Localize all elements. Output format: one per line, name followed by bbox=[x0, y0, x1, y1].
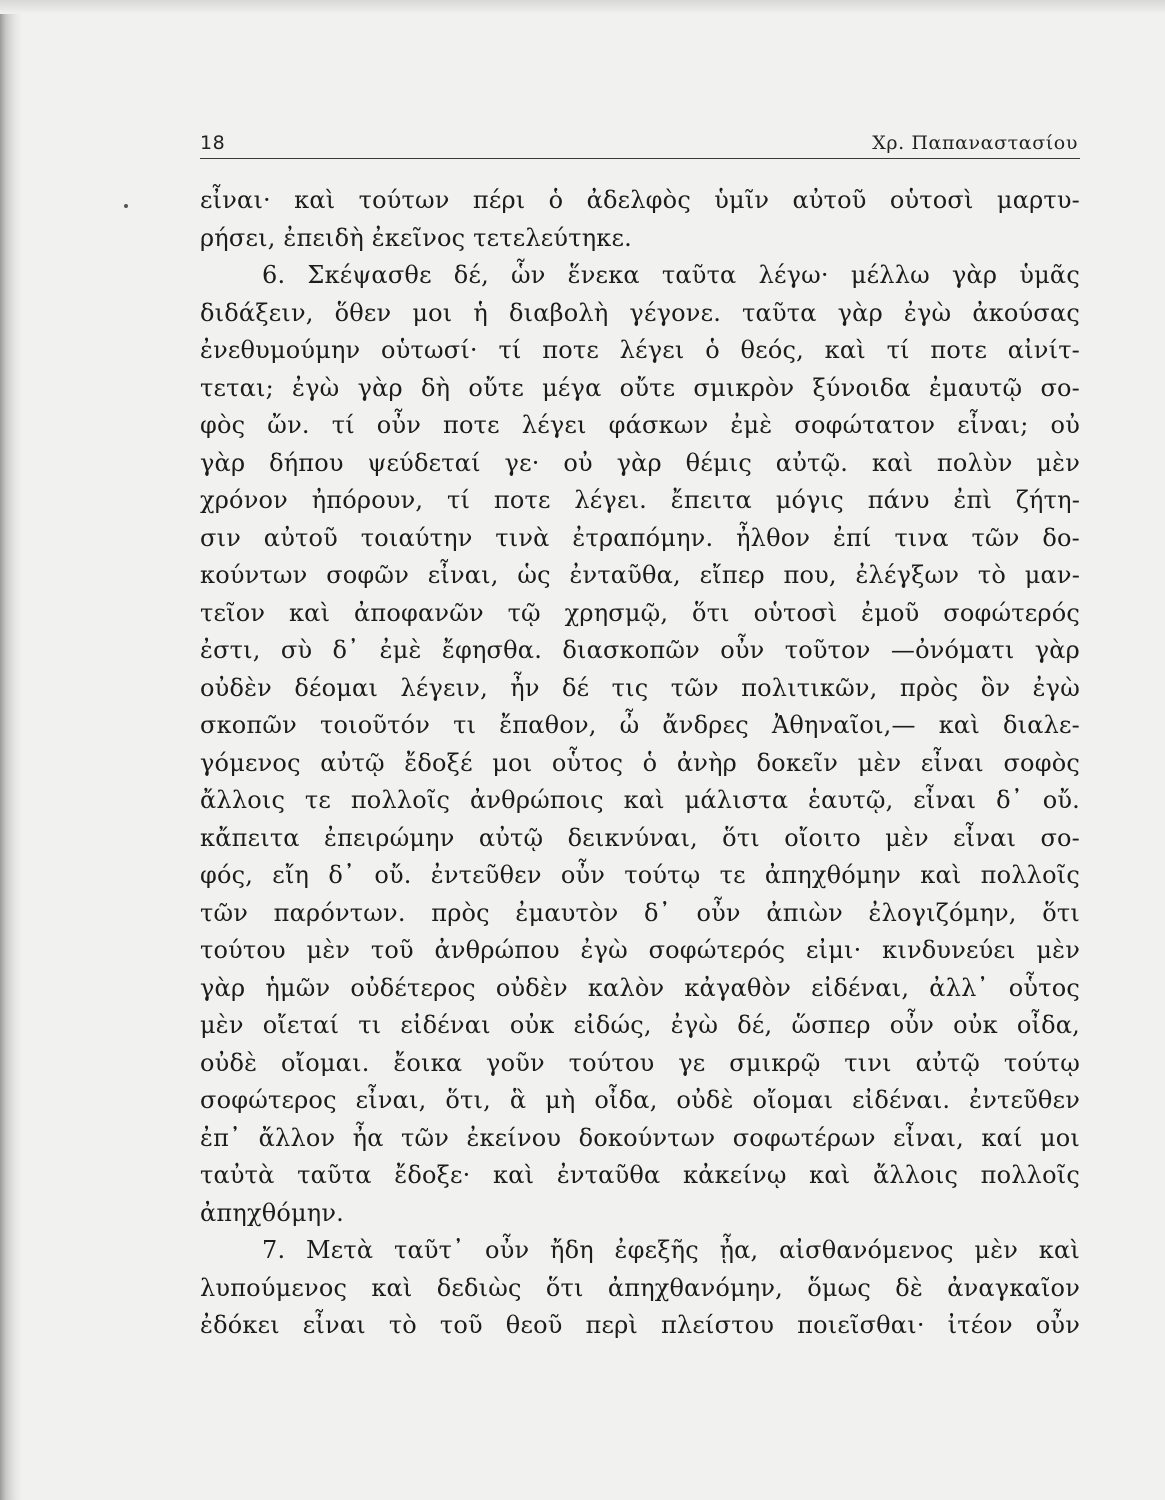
text-line: ἐδόκει εἶναι τὸ τοῦ θεοῦ περὶ πλείστου ποιεῖσθαι· ἰτέον οὖν bbox=[200, 1311, 1080, 1339]
text-line: διδάξειν, ὅθεν μοι ἡ διαβολὴ γέγονε. ταῦτα γὰρ ἐγὼ ἀκούσας bbox=[200, 298, 1080, 327]
page-top-edge bbox=[0, 0, 1165, 14]
text-line: φὸς ὤν. τί οὖν ποτε λέγει φάσκων ἐμὲ σοφώτατον εἶναι; οὐ bbox=[200, 411, 1080, 439]
text-line: γὰρ ἡμῶν οὐδέτερος οὐδὲν καλὸν κἀγαθὸν εἰδέναι, ἀλλ᾽ οὗτος bbox=[200, 973, 1080, 1002]
text-line: τεται; ἐγὼ γὰρ δὴ οὔτε μέγα οὔτε σμικρὸν ξύνοιδα ἐμαυτῷ σο- bbox=[200, 373, 1080, 402]
text-line: χρόνον ἠπόρουν, τί ποτε λέγει. ἔπειτα μόγις πάνυ ἐπὶ ζήτη- bbox=[200, 486, 1080, 514]
text-line: τῶν παρόντων. πρὸς ἐμαυτὸν δ᾽ οὖν ἀπιὼν ἐλογιζόμην, ὅτι bbox=[200, 898, 1080, 927]
text-line: ἐπ᾽ ἄλλον ἦα τῶν ἐκείνου δοκούντων σοφωτέρων εἶναι, καί μοι bbox=[200, 1123, 1080, 1152]
text-line: τούτου μὲν τοῦ ἀνθρώπου ἐγὼ σοφώτερός εἰμι· κινδυνεύει μὲν bbox=[200, 936, 1080, 964]
running-head: Χρ. Παπαναστασίου bbox=[872, 132, 1078, 154]
text-line: λυπούμενος καὶ δεδιὼς ὅτι ἀπηχθανόμην, ὅμως δὲ ἀναγκαῖον bbox=[200, 1273, 1080, 1302]
text-line: οὐδὲν δέομαι λέγειν, ἦν δέ τις τῶν πολιτικῶν, πρὸς ὃν ἐγὼ bbox=[200, 673, 1080, 702]
text-line: τεῖον καὶ ἀποφανῶν τῷ χρησμῷ, ὅτι οὑτοσὶ ἐμοῦ σοφώτερός bbox=[200, 598, 1080, 627]
text-line: γὰρ δήπου ψεύδεταί γε· οὐ γὰρ θέμις αὐτῷ. καὶ πολὺν μὲν bbox=[200, 448, 1080, 477]
text-line: μὲν οἴεταί τι εἰδέναι οὐκ εἰδώς, ἐγὼ δέ, ὥσπερ οὖν οὐκ οἶδα, bbox=[200, 1011, 1080, 1039]
text-line: 7. Μετὰ ταῦτ᾽ οὖν ἤδη ἐφεξῆς ᾖα, αἰσθανόμενος μὲν καὶ bbox=[262, 1236, 1080, 1264]
text-line: σκοπῶν τοιοῦτόν τι ἔπαθον, ὦ ἄνδρες Ἀθηναῖοι,— καὶ διαλε- bbox=[200, 711, 1080, 739]
text-line: ἄλλοις τε πολλοῖς ἀνθρώποις καὶ μάλιστα ἑαυτῷ, εἶναι δ᾽ οὔ. bbox=[200, 786, 1080, 814]
text-line: ταὐτὰ ταῦτα ἔδοξε· καὶ ἐνταῦθα κἀκείνῳ καὶ ἄλλοις πολλοῖς bbox=[200, 1161, 1080, 1189]
page-number: 18 bbox=[200, 132, 226, 154]
text-line: σοφώτερος εἶναι, ὅτι, ἃ μὴ οἶδα, οὐδὲ οἴομαι εἰδέναι. ἐντεῦθεν bbox=[200, 1086, 1080, 1114]
text-line: γόμενος αὐτῷ ἔδοξέ μοι οὗτος ὁ ἀνὴρ δοκεῖν μὲν εἶναι σοφὸς bbox=[200, 748, 1080, 777]
text-line: σιν αὐτοῦ τοιαύτην τινὰ ἐτραπόμην. ἦλθον ἐπί τινα τῶν δο- bbox=[200, 523, 1080, 552]
text-line: ἐνεθυμούμην οὑτωσί· τί ποτε λέγει ὁ θεός, καὶ τί ποτε αἰνίτ- bbox=[200, 336, 1080, 364]
text-line: 6. Σκέψασθε δέ, ὧν ἕνεκα ταῦτα λέγω· μέλλω γὰρ ὑμᾶς bbox=[262, 261, 1080, 289]
text-line: ρήσει, ἐπειδὴ ἐκεῖνος τετελεύτηκε. bbox=[200, 223, 632, 252]
body-text bbox=[200, 182, 1080, 1345]
margin-mark bbox=[124, 204, 128, 208]
text-line: ἐστι, σὺ δ᾽ ἐμὲ ἔφησθα. διασκοπῶν οὖν τοῦτον —ὀνόματι γὰρ bbox=[200, 636, 1080, 664]
text-line: φός, εἴη δ᾽ οὔ. ἐντεῦθεν οὖν τούτῳ τε ἀπηχθόμην καὶ πολλοῖς bbox=[200, 861, 1080, 889]
page-header bbox=[200, 118, 1080, 159]
page-binding-edge bbox=[0, 0, 22, 1500]
text-line: κἄπειτα ἐπειρώμην αὐτῷ δεικνύναι, ὅτι οἴοιτο μὲν εἶναι σο- bbox=[200, 823, 1080, 852]
text-line: εἶναι· καὶ τούτων πέρι ὁ ἀδελφὸς ὑμῖν αὐτοῦ οὑτοσὶ μαρτυ- bbox=[200, 186, 1080, 214]
text-line: κούντων σοφῶν εἶναι, ὡς ἐνταῦθα, εἴπερ που, ἐλέγξων τὸ μαν- bbox=[200, 561, 1080, 589]
text-line: ἀπηχθόμην. bbox=[200, 1198, 344, 1227]
text-line: οὐδὲ οἴομαι. ἔοικα γοῦν τούτου γε σμικρῷ τινι αὐτῷ τούτῳ bbox=[200, 1048, 1080, 1077]
